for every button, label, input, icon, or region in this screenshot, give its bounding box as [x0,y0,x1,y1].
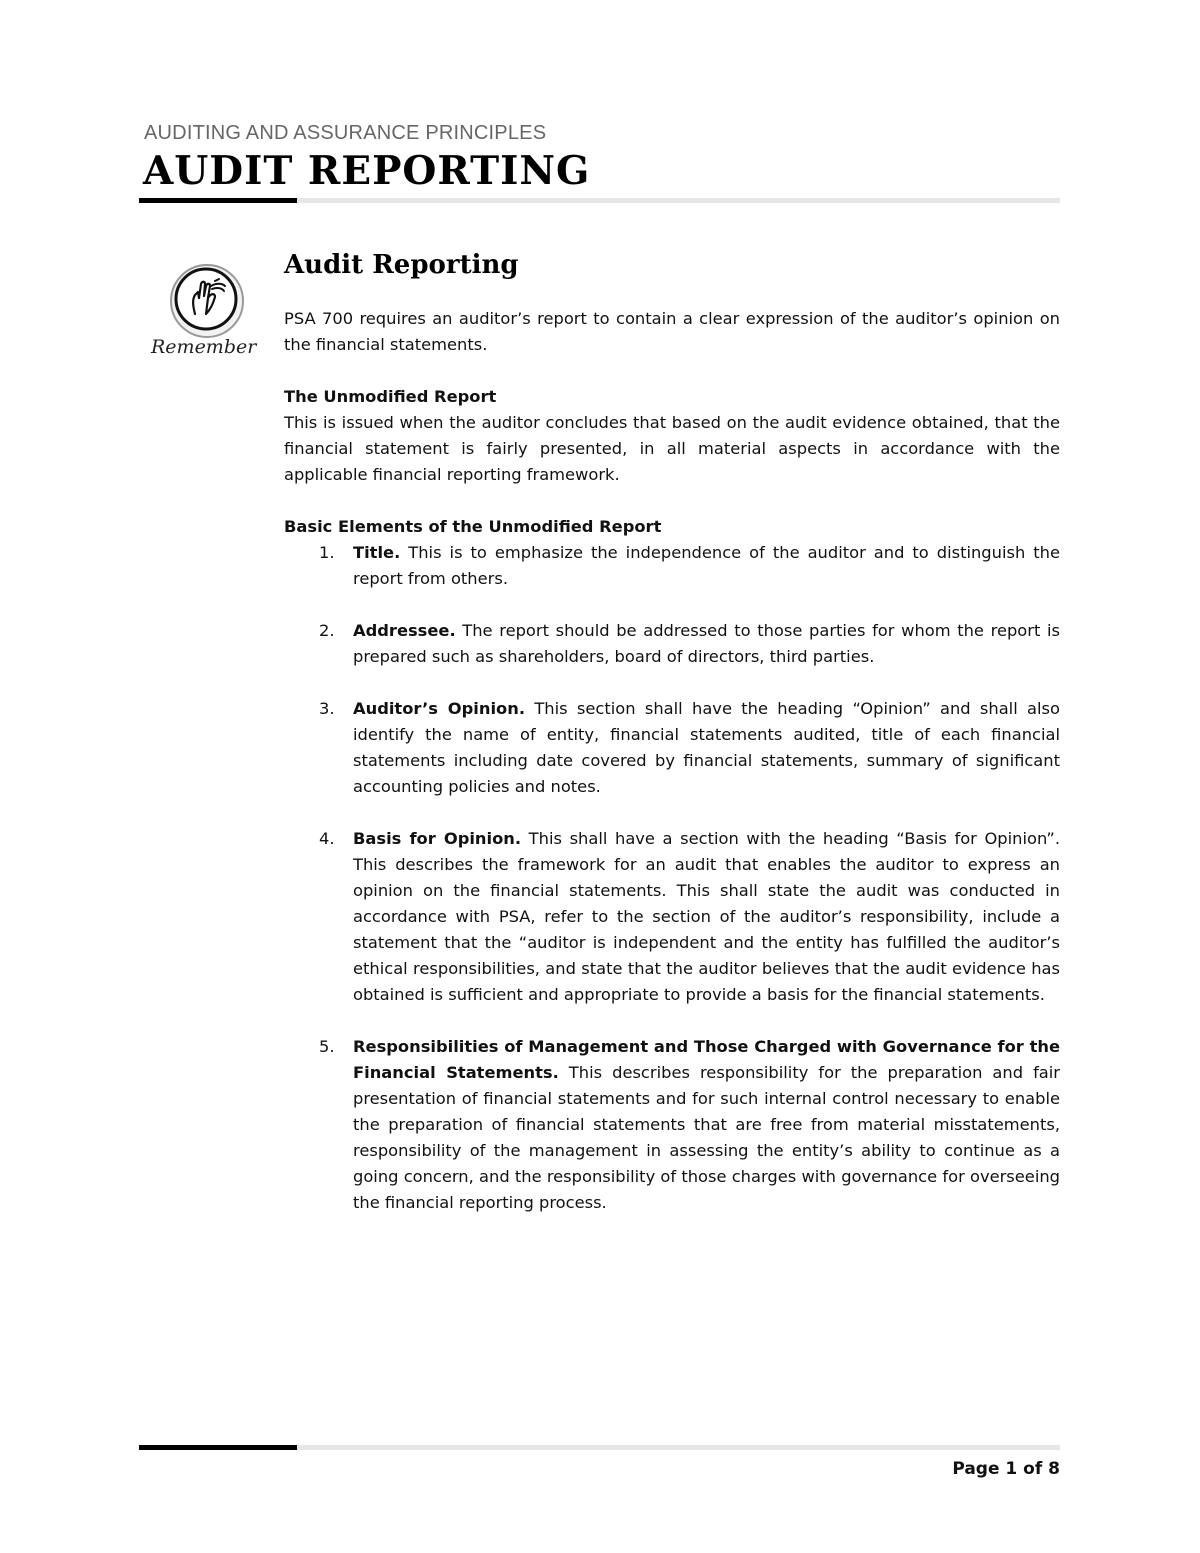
intro-paragraph: PSA 700 requires an auditor’s report to contain a clear expression of the auditor’s opinion on the financial statements. [284,309,1060,354]
footer-divider-accent [139,1445,297,1450]
elements-heading: Basic Elements of the Unmodified Report [284,517,662,536]
header-divider-accent [139,198,297,203]
list-item-text: This describes responsibility for the preparation and fair presentation of financial statements and for such internal control necessary to enable the preparation of financial statements that are free from material misstatements, responsibility of the management in assessing the entity’s ability to continue as a going concern, and the responsibility of those charges with governance for overseeing the financial reporting process. [353,1063,1060,1212]
list-item-number: 1. [319,543,335,562]
elements-list [284,540,1060,1216]
list-item [284,540,1060,592]
list-item-text: This is to emphasize the independence of the auditor and to distinguish the report from others. [353,543,1060,588]
unmodified-report-text: This is issued when the auditor concludes that based on the audit evidence obtained, that the financial statement is fairly presented, in all material aspects in accordance with the applicable financial reporting framework. [284,413,1060,484]
list-item-term: Basis for Opinion. [353,829,522,848]
header-divider [139,198,1060,203]
list-item-term: Title. [353,543,401,562]
list-item [284,1034,1060,1216]
content-area [284,250,1060,1242]
list-item [284,618,1060,670]
list-item [284,826,1060,1008]
unmodified-report-heading: The Unmodified Report [284,387,497,406]
list-item-text: This section shall have the heading “Opinion” and shall also identify the name of entity, financial statements audited, title of each financial statements including date covered by financial statements, summary of significant accounting policies and notes. [353,699,1060,796]
list-item-text: This shall have a section with the heading “Basis for Opinion”. This describes the framework for an audit that enables the auditor to express an opinion on the financial statements. This shall state the audit was conducted in accordance with PSA, refer to the section of the auditor’s responsibility, include a statement that the “auditor is independent and the entity has fulfilled the auditor’s ethical responsibilities, and state that the auditor believes that the audit evidence has obtained is sufficient and appropriate to provide a basis for the financial statements. [353,829,1060,1004]
section-heading: Audit Reporting [284,250,519,280]
list-item-term: Responsibilities of Management and Those Charged with Governance for the Financial Statements. [353,1037,1060,1082]
list-item-number: 4. [319,829,335,848]
list-item-text: The report should be addressed to those parties for whom the report is prepared such as shareholders, board of directors, third parties. [353,621,1060,666]
document-title: AUDIT REPORTING [143,148,591,194]
page-number: Page 1 of 8 [952,1459,1060,1479]
remember-label: Remember [151,336,257,358]
list-item-term: Addressee. [353,621,456,640]
list-item-number: 3. [319,699,335,718]
list-item-number: 5. [319,1037,335,1056]
list-item-number: 2. [319,621,335,640]
list-item [284,696,1060,800]
list-item-term: Auditor’s Opinion. [353,699,526,718]
remember-hand-icon [168,262,246,340]
footer-divider [139,1445,1060,1450]
document-subject: AUDITING AND ASSURANCE PRINCIPLES [144,122,547,144]
